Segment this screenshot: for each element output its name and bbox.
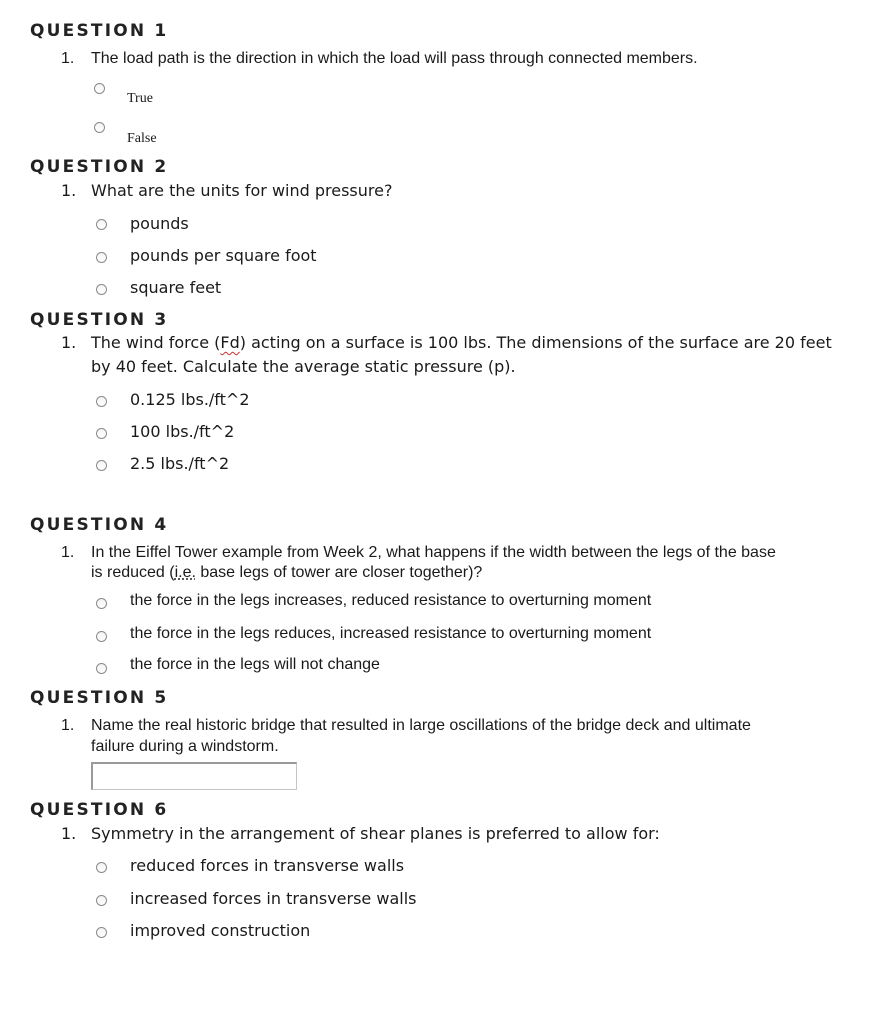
question-2-option-1-radio[interactable]	[96, 219, 107, 230]
question-6-text: Symmetry in the arrangement of shear planes is preferred to allow for:	[91, 824, 660, 843]
question-6-option-2-radio[interactable]	[96, 895, 107, 906]
question-1-text: The load path is the direction in which the load will pass through connected members.	[91, 50, 698, 67]
question-5-answer-input[interactable]	[91, 762, 297, 790]
question-1-option-true-label: True	[127, 91, 153, 106]
question-5-number: 1.	[61, 717, 75, 734]
question-2-option-2-label: pounds per square foot	[130, 246, 317, 265]
question-1-option-false-radio[interactable]	[94, 122, 105, 133]
question-4-text-b: is reduced (	[91, 564, 175, 581]
question-3-number: 1.	[61, 333, 77, 352]
question-4-text-d: base legs of tower are closer together)?	[195, 564, 483, 581]
question-6-option-3-label: improved construction	[130, 921, 311, 940]
question-2-option-2-radio[interactable]	[96, 252, 107, 263]
question-4-option-1-radio[interactable]	[96, 598, 107, 609]
question-3-option-1-radio[interactable]	[96, 396, 107, 407]
question-3-text-a: The wind force (	[91, 333, 221, 352]
question-3-text-line-1	[91, 333, 832, 353]
question-3-text-c: ) acting on a surface is 100 lbs. The dimensions of the surface are 20 feet	[239, 333, 832, 352]
question-3-text-fd: Fd	[220, 333, 240, 352]
question-6-number: 1.	[61, 824, 77, 843]
question-2-text: What are the units for wind pressure?	[91, 181, 393, 200]
question-4-option-3-radio[interactable]	[96, 663, 107, 674]
question-6-option-3-radio[interactable]	[96, 927, 107, 938]
question-2-option-3-label: square feet	[130, 278, 222, 297]
question-6-title: QUESTION 6	[30, 800, 169, 820]
question-3-text-line-2: by 40 feet. Calculate the average static pressure (p).	[91, 357, 516, 376]
question-3-option-1-label: 0.125 lbs./ft^2	[130, 390, 250, 409]
question-4-option-2-radio[interactable]	[96, 631, 107, 642]
question-4-option-3-label: the force in the legs will not change	[130, 656, 380, 673]
question-3-option-3-label: 2.5 lbs./ft^2	[130, 454, 230, 473]
question-4-text-line-2	[91, 563, 482, 583]
question-5-text-line-1: Name the real historic bridge that resulted in large oscillations of the bridge deck and ultimate	[91, 717, 751, 734]
question-4-title: QUESTION 4	[30, 515, 169, 535]
question-5-title: QUESTION 5	[30, 688, 169, 708]
question-6-option-1-label: reduced forces in transverse walls	[130, 856, 405, 875]
question-4-option-2-label: the force in the legs reduces, increased resistance to overturning moment	[130, 625, 652, 642]
question-3-title: QUESTION 3	[30, 310, 169, 330]
question-1-number: 1.	[61, 50, 75, 67]
question-4-number: 1.	[61, 544, 75, 561]
question-5-text-line-2: failure during a windstorm.	[91, 738, 279, 755]
question-3-option-2-label: 100 lbs./ft^2	[130, 422, 235, 441]
question-4-option-1-label: the force in the legs increases, reduced resistance to overturning moment	[130, 592, 652, 609]
question-1-title: QUESTION 1	[30, 21, 169, 41]
question-1-option-false-label: False	[127, 131, 157, 146]
question-3-option-2-radio[interactable]	[96, 428, 107, 439]
question-1-option-true-radio[interactable]	[94, 83, 105, 94]
question-2-option-1-label: pounds	[130, 214, 189, 233]
question-6-option-2-label: increased forces in transverse walls	[130, 889, 417, 908]
question-2-number: 1.	[61, 181, 77, 200]
question-3-option-3-radio[interactable]	[96, 460, 107, 471]
question-6-option-1-radio[interactable]	[96, 862, 107, 873]
question-2-title: QUESTION 2	[30, 157, 169, 177]
question-2-option-3-radio[interactable]	[96, 284, 107, 295]
question-4-text-ie: i.e.	[174, 564, 196, 581]
question-4-text-line-1: In the Eiffel Tower example from Week 2, what happens if the width between the legs of the base	[91, 544, 776, 561]
